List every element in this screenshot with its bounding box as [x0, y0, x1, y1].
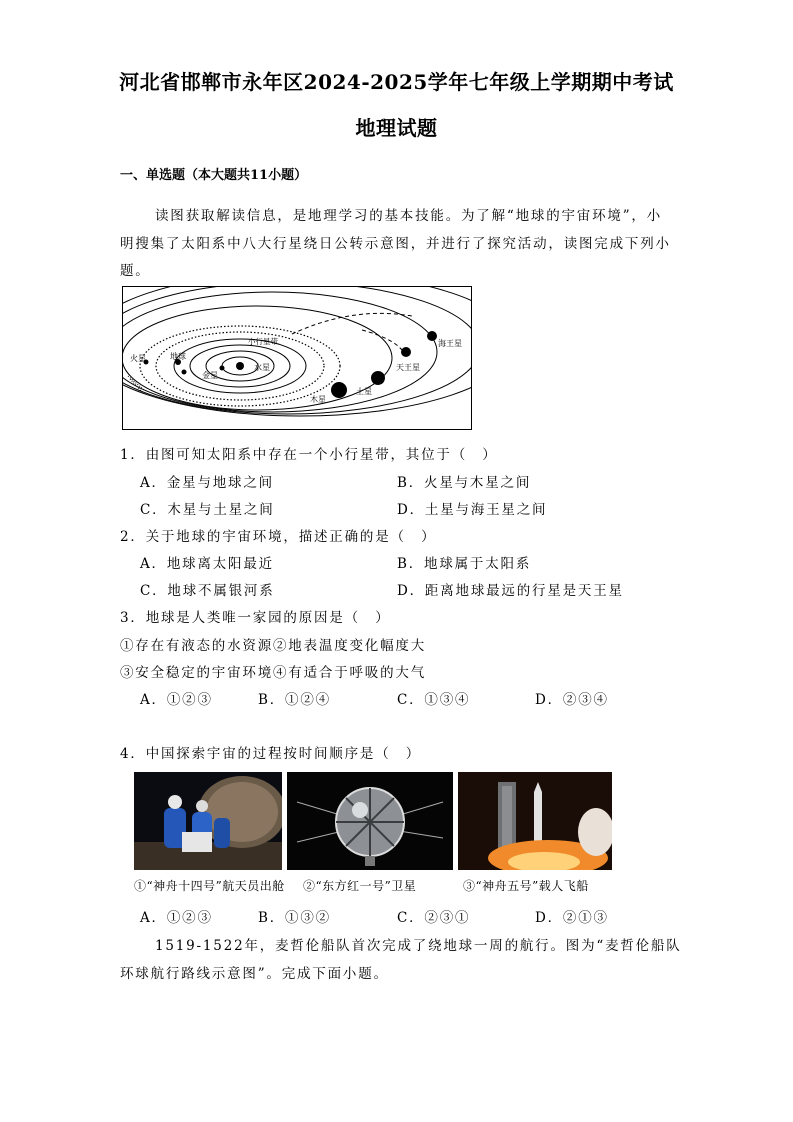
- magellan-intro-line-1: 1519-1522年，麦哲伦船队首次完成了绕地球一周的航行。图为“麦哲伦船队: [155, 938, 682, 954]
- q3-statements-2: ③安全稳定的宇宙环境④有适合于呼吸的大气: [120, 665, 426, 681]
- photo-rocket-launch: [458, 772, 612, 870]
- sun-icon: [236, 362, 244, 370]
- q4-option-a[interactable]: A．①②③: [140, 910, 213, 926]
- q3-option-a[interactable]: A．①②③: [140, 692, 213, 708]
- q3-option-c[interactable]: C．①③④: [397, 692, 471, 708]
- q4-option-c[interactable]: C．②③①: [397, 910, 471, 926]
- q1-stem: 1．由图可知太阳系中存在一个小行星带，其位于（ ）: [120, 447, 498, 463]
- q2-stem: 2．关于地球的宇宙环境，描述正确的是（ ）: [120, 529, 437, 545]
- label-saturn: 土星: [356, 387, 372, 396]
- intro-line-1: 读图获取解读信息，是地理学习的基本技能。为了解“地球的宇宙环境”，小: [155, 208, 663, 224]
- q3-option-d[interactable]: D．②③④: [535, 692, 609, 708]
- q2-option-d[interactable]: D．距离地球最远的行星是天王星: [397, 583, 624, 599]
- label-uranus: 天王星: [396, 363, 420, 372]
- q1-option-b[interactable]: B．火星与木星之间: [397, 475, 532, 491]
- solar-system-diagram: [122, 286, 472, 430]
- exam-title: 河北省邯郸市永年区2024-2025学年七年级上学期期中考试: [119, 70, 674, 94]
- q4-stem: 4．中国探索宇宙的过程按时间顺序是（ ）: [120, 746, 422, 762]
- exam-subtitle: 地理试题: [355, 116, 438, 140]
- intro-line-3: 题。: [120, 263, 151, 279]
- q4-option-d[interactable]: D．②①③: [535, 910, 609, 926]
- caption-photo-2: ②“东方红一号”卫星: [303, 879, 417, 893]
- q3-statements-1: ①存在有液态的水资源②地表温度变化幅度大: [120, 638, 426, 654]
- photo-satellite: [287, 772, 453, 870]
- label-mars: 火星: [130, 354, 146, 363]
- intro-line-2: 明搜集了太阳系中八大行星绕日公转示意图，并进行了探究活动，读图完成下列小: [120, 236, 671, 252]
- saturn-marker: [371, 371, 385, 385]
- q1-option-c[interactable]: C．木星与土星之间: [140, 502, 275, 518]
- jupiter-marker: [331, 382, 347, 398]
- q2-option-b[interactable]: B．地球属于太阳系: [397, 556, 532, 572]
- label-mercury: 水星: [254, 363, 270, 372]
- label-venus: 金星: [202, 371, 218, 380]
- q2-option-c[interactable]: C．地球不属银河系: [140, 583, 275, 599]
- q3-option-b[interactable]: B．①②④: [258, 692, 331, 708]
- q1-option-d[interactable]: D．土星与海王星之间: [397, 502, 548, 518]
- q4-option-b[interactable]: B．①③②: [258, 910, 331, 926]
- q2-option-a[interactable]: A．地球离太阳最近: [140, 556, 274, 572]
- caption-photo-3: ③“神舟五号”载人飞船: [463, 879, 589, 893]
- label-neptune: 海王星: [438, 339, 462, 348]
- caption-photo-1: ①“神舟十四号”航天员出舱: [134, 879, 285, 893]
- label-jupiter: 木星: [310, 395, 326, 404]
- photo-astronauts: [134, 772, 282, 870]
- label-earth: 地球: [170, 352, 186, 361]
- label-asteroid: 小行星带: [248, 337, 278, 346]
- q3-stem: 3．地球是人类唯一家园的原因是（ ）: [120, 610, 391, 626]
- magellan-intro-line-2: 环球航行路线示意图”。完成下面小题。: [120, 966, 389, 982]
- section-header: 一、单选题（本大题共11小题）: [120, 168, 308, 183]
- q1-option-a[interactable]: A．金星与地球之间: [140, 475, 274, 491]
